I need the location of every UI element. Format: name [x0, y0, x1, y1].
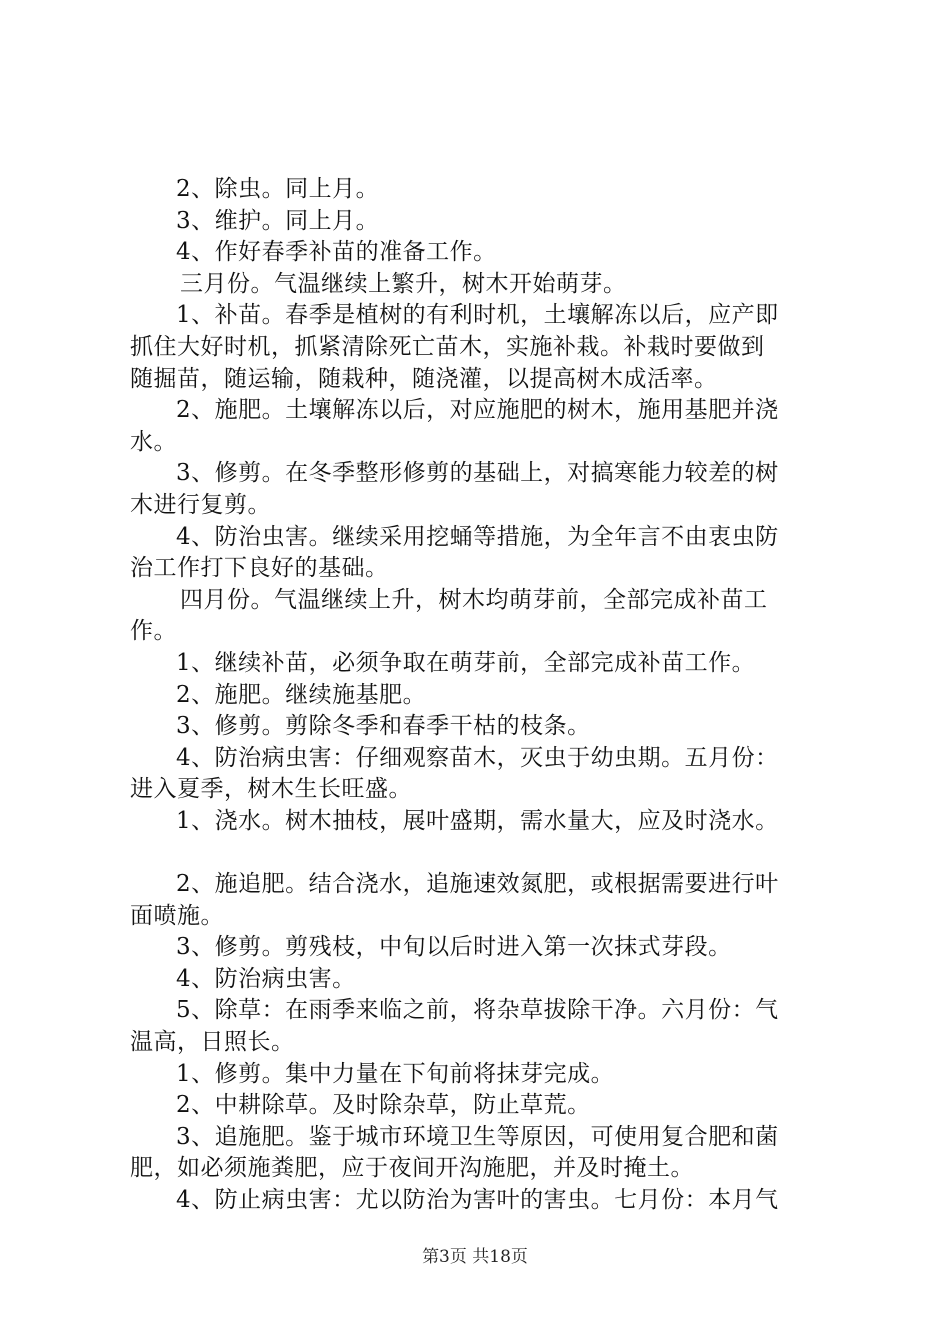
paragraph-line: 1、修剪。集中力量在下旬前将抹芽完成。 — [176, 1060, 615, 1087]
paragraph-line: 随掘苗，随运输，随栽种，随浇灌，以提高树木成活率。 — [130, 365, 718, 392]
paragraph-line: 4、防治虫害。继续采用挖蛹等措施，为全年言不由衷虫防 — [176, 523, 779, 550]
paragraph-line: 进入夏季，树木生长旺盛。 — [130, 776, 412, 803]
paragraph-line: 1、浇水。树木抽枝，展叶盛期，需水量大，应及时浇水。 — [176, 807, 779, 834]
paragraph-line: 4、防治病虫害：仔细观察苗木，灭虫于幼虫期。五月份： — [176, 744, 779, 771]
paragraph-line: 作。 — [130, 618, 177, 645]
paragraph-line: 3、修剪。在冬季整形修剪的基础上，对搞寒能力较差的树 — [176, 460, 779, 487]
paragraph-line: 3、修剪。剪除冬季和春季干枯的枝条。 — [176, 713, 591, 740]
paragraph-line: 2、中耕除草。及时除杂草，防止草荒。 — [176, 1092, 591, 1119]
paragraph-line: 抓住大好时机，抓紧清除死亡苗木，实施补栽。补栽时要做到 — [130, 333, 765, 360]
paragraph-line: 1、补苗。春季是植树的有利时机，土壤解冻以后，应产即 — [176, 302, 779, 329]
paragraph-line: 4、防治病虫害。 — [176, 965, 356, 992]
paragraph-line: 2、除虫。同上月。 — [176, 176, 380, 202]
body-text — [130, 174, 830, 1217]
paragraph-line: 1、继续补苗，必须争取在萌芽前，全部完成补苗工作。 — [176, 649, 756, 676]
paragraph-line: 水。 — [130, 428, 177, 455]
paragraph-line: 4、作好春季补苗的准备工作。 — [176, 239, 497, 266]
paragraph-line: 3、修剪。剪残枝，中旬以后时进入第一次抹式芽段。 — [176, 934, 732, 961]
paragraph-line: 2、施肥。土壤解冻以后，对应施肥的树木，施用基肥并浇 — [176, 397, 779, 424]
paragraph-line: 5、除草：在雨季来临之前，将杂草拔除干净。六月份：气 — [176, 997, 779, 1024]
paragraph-line: 2、施追肥。结合浇水，追施速效氮肥，或根据需要进行叶 — [176, 871, 779, 898]
paragraph-line: 面喷施。 — [130, 902, 224, 929]
paragraph-line: 3、追施肥。鉴于城市环境卫生等原因，可使用复合肥和菌 — [176, 1123, 779, 1150]
paragraph-line: 治工作打下良好的基础。 — [130, 555, 389, 582]
paragraph-line: 4、防止病虫害：尤以防治为害叶的害虫。七月份：本月气 — [176, 1187, 779, 1213]
blank-line — [130, 837, 830, 869]
page-number-footer: 第3页 共18页 — [422, 1247, 528, 1267]
paragraph-line: 三月份。气温继续上繁升，树木开始萌芽。 — [180, 270, 627, 297]
paragraph-line: 肥，如必须施粪肥，应于夜间开沟施肥，并及时掩土。 — [130, 1155, 694, 1182]
paragraph-line: 2、施肥。继续施基肥。 — [176, 681, 427, 708]
paragraph-line: 四月份。气温继续上升，树木均萌芽前，全部完成补苗工 — [180, 586, 768, 613]
paragraph-line: 3、维护。同上月。 — [176, 207, 380, 234]
paragraph-line: 温高，日照长。 — [130, 1029, 295, 1056]
paragraph-line: 木进行复剪。 — [130, 491, 271, 518]
